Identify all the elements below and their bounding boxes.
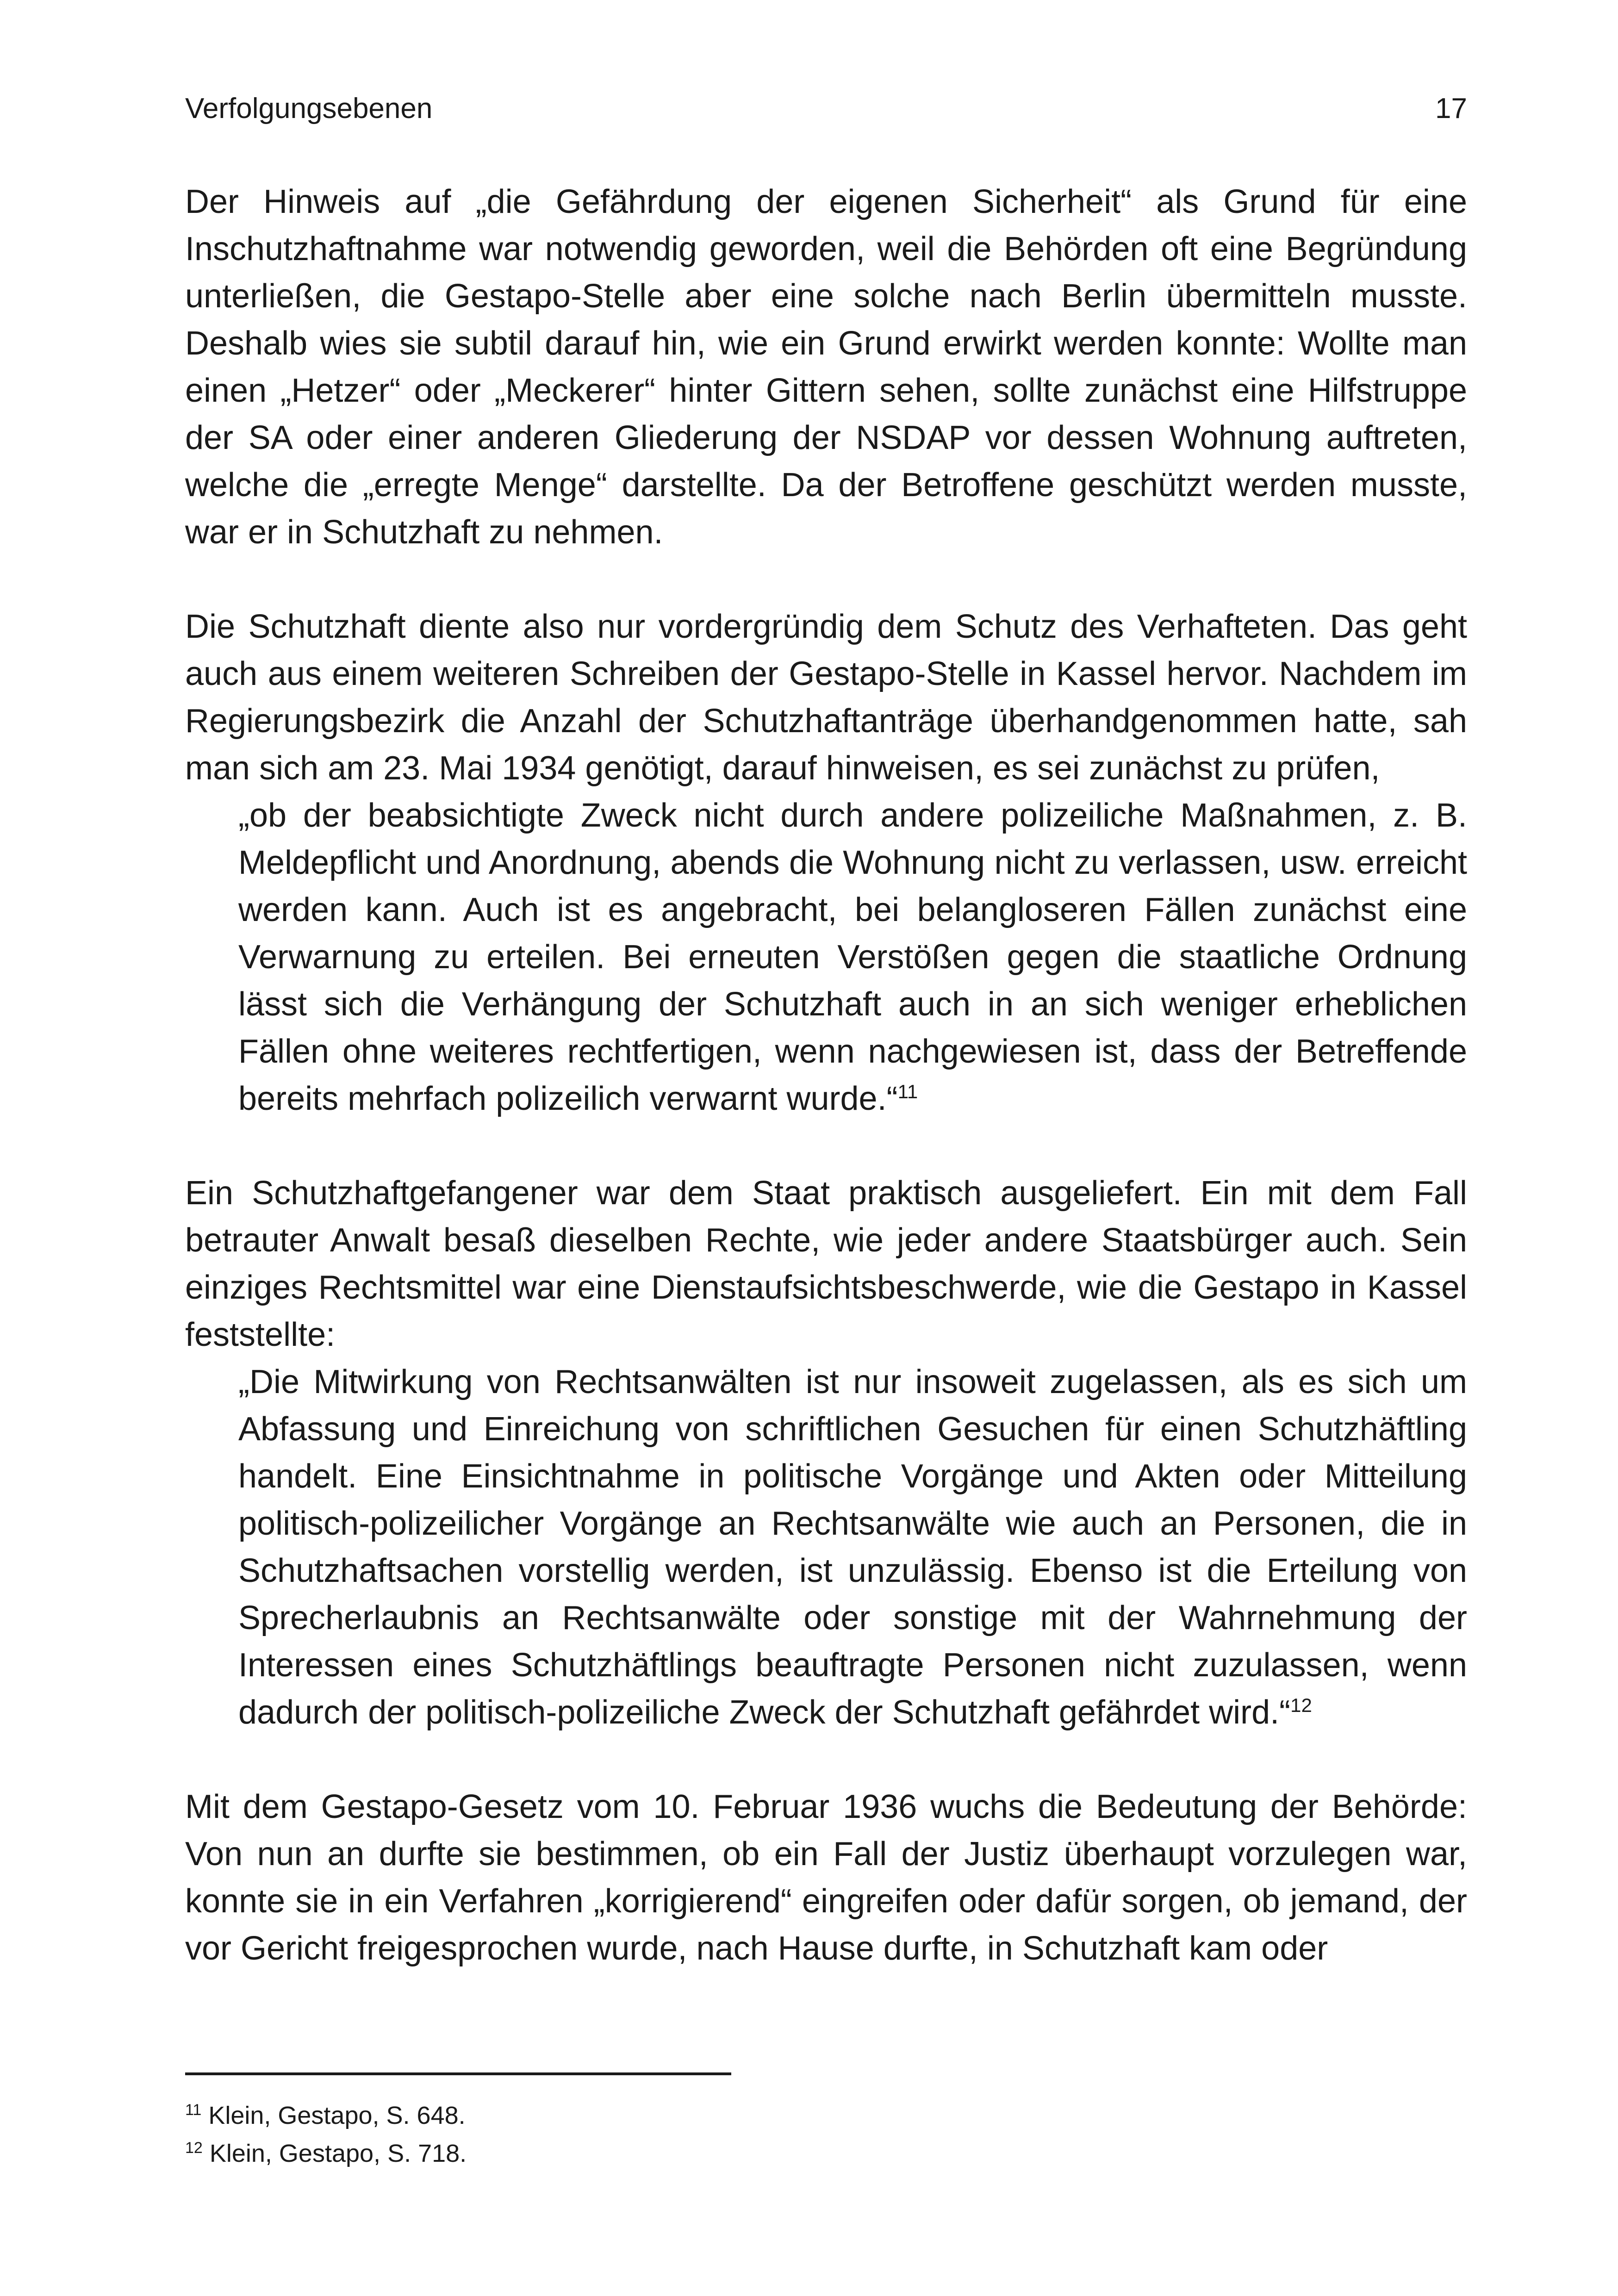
- footnote-divider: [185, 2072, 731, 2075]
- footnote-11: [185, 2097, 1467, 2134]
- page-number: 17: [1435, 93, 1467, 124]
- paragraph-1: Der Hinweis auf „die Gefährdung der eigenen Sicherheit“ als Grund für eine Inschutzhaftnahme war notwendig geworden, weil die Behörden oft eine Begründung unterließen, die Gestapo-Stelle aber eine solche nach Berlin übermitteln musste. Deshalb wies sie subtil darauf hin, wie ein Grund erwirkt werden konnte: Wollte man einen „Hetzer“ oder „Meckerer“ hinter Gittern sehen, sollte zunächst eine Hilfstruppe der SA oder einer anderen Gliederung der NSDAP vor dessen Wohnung auftreten, welche die „erregte Menge“ darstellte. Da der Betroffene geschützt werden musste, war er in Schutzhaft zu nehmen.: [185, 183, 1467, 551]
- block-quote-2: [238, 1358, 1467, 1736]
- footnote-number: 11: [185, 2101, 202, 2119]
- footnote-ref-11[interactable]: 11: [897, 1081, 918, 1102]
- running-title: Verfolgungsebenen: [185, 93, 433, 124]
- footnote-text: Klein, Gestapo, S. 718.: [209, 2140, 467, 2167]
- document-page: [185, 0, 1467, 2296]
- block-quote-2-text: „Die Mitwirkung von Rechtsanwälten ist nur insoweit zugelassen, als es sich um Abfassung und Einreichung von schriftlichen Gesuchen für einen Schutzhäftling handelt. Eine Einsichtnahme in politische Vorgänge und Akten oder Mitteilung politisch-polizeilicher Vorgänge an Rechtsanwälte wie auch an Personen, die in Schutzhaftsachen vorstellig werden, ist unzulässig. Ebenso ist die Erteilung von Sprecherlaubnis an Rechtsanwälte oder sonstige mit der Wahrnehmung der Interessen eines Schutzhäftlings beauftragte Personen nicht zuzulassen, wenn dadurch der politisch-polizeiliche Zweck der Schutzhaft gefährdet wird.“: [238, 1363, 1467, 1731]
- footnote-12: [185, 2134, 1467, 2172]
- footnotes: [185, 2097, 1467, 2172]
- body-text: [185, 178, 1467, 1972]
- block-quote-1-text: „ob der beabsichtigte Zweck nicht durch andere polizeiliche Maßnahmen, z. B. Meldepflicht und Anordnung, abends die Wohnung nicht zu verlassen, usw. erreicht werden kann. Auch ist es angebracht, bei belangloseren Fällen zunächst eine Verwarnung zu erteilen. Bei erneuten Verstößen gegen die staatliche Ordnung lässt sich die Verhängung der Schutzhaft auch in an sich weniger erheblichen Fällen ohne weiteres rechtfertigen, wenn nachgewiesen ist, dass der Betreffende bereits mehrfach polizeilich verwarnt wurde.“: [238, 797, 1467, 1117]
- paragraph-2: Die Schutzhaft diente also nur vordergründig dem Schutz des Verhafteten. Das geht auch aus einem weiteren Schreiben der Gestapo-Stelle in Kassel hervor. Nachdem im Regierungsbezirk die Anzahl der Schutzhaftanträge überhandgenommen hatte, sah man sich am 23. Mai 1934 genötigt, darauf hinweisen, es sei zunächst zu prüfen,: [185, 608, 1467, 787]
- paragraph-3: Ein Schutzhaftgefangener war dem Staat praktisch ausgeliefert. Ein mit dem Fall betrauter Anwalt besaß dieselben Rechte, wie jeder andere Staatsbürger auch. Sein einziges Rechtsmittel war eine Dienstaufsichtsbeschwerde, wie die Gestapo in Kassel feststellte:: [185, 1175, 1467, 1353]
- footnote-number: 12: [185, 2139, 203, 2157]
- block-quote-1: [238, 792, 1467, 1122]
- page-header: [185, 88, 1467, 130]
- paragraph-4: Mit dem Gestapo-Gesetz vom 10. Februar 1936 wuchs die Bedeutung der Behörde: Von nun an durfte sie bestimmen, ob ein Fall der Justiz überhaupt vorzulegen war, konnte sie in ein Verfahren „korrigierend“ eingreifen oder dafür sorgen, ob jemand, der vor Gericht freigesprochen wurde, nach Hause durfte, in Schutzhaft kam oder: [185, 1788, 1467, 1967]
- footnote-ref-12[interactable]: 12: [1290, 1694, 1312, 1716]
- footnote-text: Klein, Gestapo, S. 648.: [208, 2102, 466, 2129]
